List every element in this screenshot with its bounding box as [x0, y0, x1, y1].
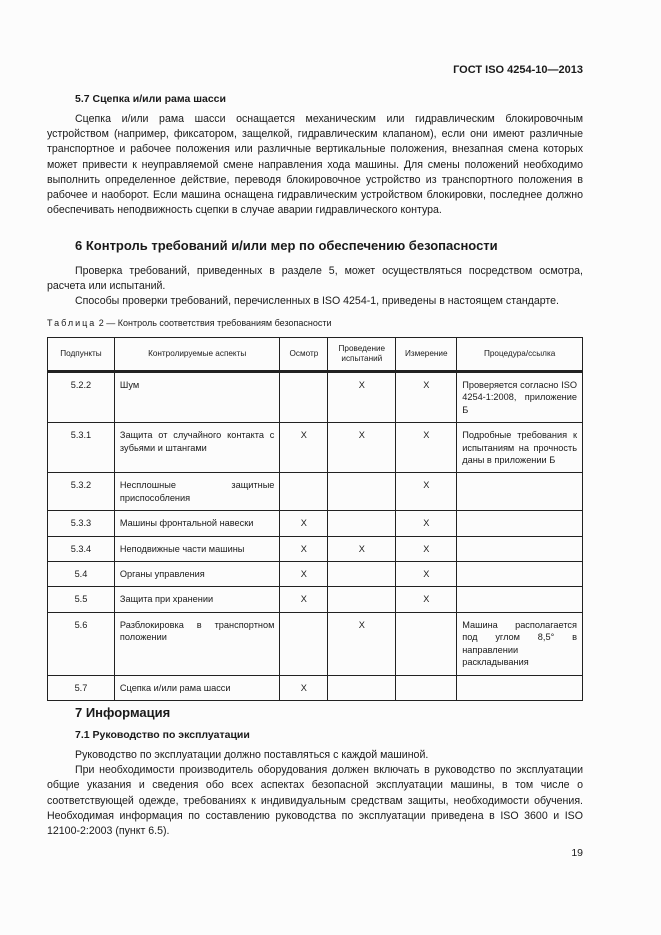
- table-cell: Машина располагается под углом 8,5° в направлении раскладывания: [457, 612, 583, 675]
- document-header: ГОСТ ISO 4254-10—2013: [453, 64, 583, 76]
- table-cell: X: [280, 562, 328, 587]
- column-header: Осмотр: [280, 338, 328, 372]
- table-row: [48, 473, 583, 511]
- table-cell: [396, 675, 457, 700]
- paragraph: Сцепка и/или рама шасси оснащается механическим или гидравлическим блокировочным устройством (например, фиксатором, защелкой, гидравлическим клапаном), если они имеют различные транспортное и рабочее положения или различные вертикальные положения, внезапная смена которых может привести к неуправляемой смене направления хода машины. Для смены положений необходимо выполнить определенное действие, переводя блокировочное устройство из транспортного положения в рабочее и наоборот. Если машина оснащена гидравлическим устройством блокировки, последнее должно обеспечивать неподвижность сцепки в случае аварии гидравлического контура.: [47, 113, 583, 217]
- table-cell: [328, 587, 396, 612]
- table-cell: [328, 562, 396, 587]
- table-cell: 5.4: [48, 562, 115, 587]
- table-cell: X: [328, 612, 396, 675]
- table-cell: X: [396, 423, 457, 473]
- table-cell: X: [396, 587, 457, 612]
- table-cell: 5.3.4: [48, 536, 115, 561]
- table-cell: [328, 473, 396, 511]
- table-row: [48, 536, 583, 561]
- table-cell: Машины фронтальной навески: [114, 511, 280, 536]
- table-cell: Шум: [114, 372, 280, 423]
- table-cell: X: [280, 511, 328, 536]
- paragraph: Руководство по эксплуатации должно поставляться с каждой машиной.: [75, 749, 429, 761]
- safety-control-table: [47, 337, 583, 701]
- table-row: [48, 372, 583, 423]
- table-cell: [328, 675, 396, 700]
- table-cell: [457, 562, 583, 587]
- paragraph: Способы проверки требований, перечисленных в ISO 4254-1, приведены в настоящем стандарте.: [75, 295, 559, 308]
- table-cell: X: [396, 372, 457, 423]
- table-cell: Органы управления: [114, 562, 280, 587]
- table-cell: X: [328, 423, 396, 473]
- column-header: Проведение испытаний: [328, 338, 396, 372]
- table-cell: Разблокировка в транспортном положении: [114, 612, 280, 675]
- column-header: Контролируемые аспекты: [114, 338, 280, 372]
- table-cell: [280, 612, 328, 675]
- table-row: [48, 562, 583, 587]
- table-cell: 5.3.3: [48, 511, 115, 536]
- table-cell: X: [328, 536, 396, 561]
- caption-label: Таблица: [47, 318, 97, 328]
- table-cell: Защита от случайного контакта с зубьями и штангами: [114, 423, 280, 473]
- table-cell: [328, 511, 396, 536]
- table-cell: Сцепка и/или рама шасси: [114, 675, 280, 700]
- table-cell: 5.3.1: [48, 423, 115, 473]
- table-cell: [396, 612, 457, 675]
- section-5-7-text: [47, 112, 583, 218]
- table-cell: 5.6: [48, 612, 115, 675]
- table-row: [48, 612, 583, 675]
- table-cell: [280, 473, 328, 511]
- table-cell: X: [396, 562, 457, 587]
- table-cell: [457, 473, 583, 511]
- table-cell: 5.3.2: [48, 473, 115, 511]
- table-cell: Проверяется согласно ISO 4254-1:2008, приложение Б: [457, 372, 583, 423]
- table-cell: X: [396, 536, 457, 561]
- table-cell: Несплошные защитные приспособления: [114, 473, 280, 511]
- section-6-text: [47, 264, 583, 310]
- paragraph: При необходимости производитель оборудования должен включать в руководство по эксплуатации общие указания и сведения обо всех аспектах безопасной эксплуатации машины, в том числе о соответствующей одежде, требованиях к индивидуальным средствам защиты, необходимости обучения. Необходимая информация по составлению руководства по эксплуатации приведена в ISO 3600 и ISO 12100-2:2003 (пункт 6.5).: [47, 764, 583, 838]
- table-cell: [457, 511, 583, 536]
- table-cell: [457, 675, 583, 700]
- column-header: Процедура/ссылка: [457, 338, 583, 372]
- table-cell: [457, 536, 583, 561]
- table-cell: X: [328, 372, 396, 423]
- table-row: [48, 675, 583, 700]
- column-header: Измерение: [396, 338, 457, 372]
- table-cell: Неподвижные части машины: [114, 536, 280, 561]
- table-cell: Защита при хранении: [114, 587, 280, 612]
- table-cell: 5.2.2: [48, 372, 115, 423]
- table-cell: Подробные требования к испытаниям на прочность даны в приложении Б: [457, 423, 583, 473]
- table-caption: [47, 318, 331, 328]
- table-cell: X: [280, 536, 328, 561]
- column-header: Подпункты: [48, 338, 115, 372]
- table-row: [48, 423, 583, 473]
- table-cell: [457, 587, 583, 612]
- section-7-1-title: 7.1 Руководство по эксплуатации: [75, 729, 250, 741]
- section-7-1-text: [47, 748, 583, 839]
- page-number: 19: [571, 847, 583, 859]
- caption-text: 2 — Контроль соответствия требованиям безопасности: [96, 318, 332, 328]
- table-cell: X: [396, 473, 457, 511]
- section-6-title: 6 Контроль требований и/или мер по обеспечению безопасности: [75, 238, 498, 253]
- table-cell: X: [396, 511, 457, 536]
- table-cell: X: [280, 587, 328, 612]
- section-7-title: 7 Информация: [75, 705, 171, 720]
- table-cell: 5.5: [48, 587, 115, 612]
- table-cell: 5.7: [48, 675, 115, 700]
- paragraph: Проверка требований, приведенных в разделе 5, может осуществляться посредством осмотра, расчета или испытаний.: [47, 265, 583, 293]
- section-5-7-title: 5.7 Сцепка и/или рама шасси: [75, 93, 226, 105]
- table-cell: X: [280, 423, 328, 473]
- table-row: [48, 587, 583, 612]
- table-cell: X: [280, 675, 328, 700]
- table-cell: [280, 372, 328, 423]
- table-row: [48, 511, 583, 536]
